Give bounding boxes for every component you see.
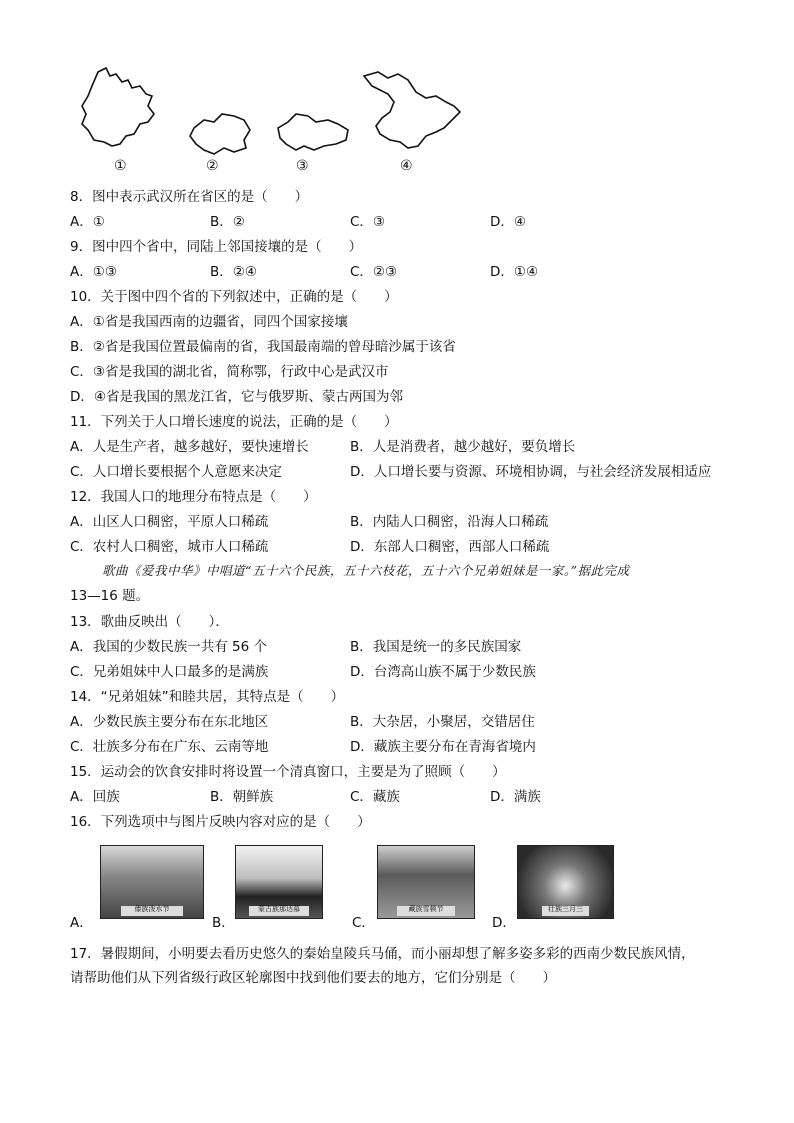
question-15-stem: 15．运动会的饮食安排时将设置一个清真窗口，主要是为了照顾（ ） (70, 764, 506, 780)
question-16-stem: 16．下列选项中与图片反映内容对应的是（ ） (70, 814, 371, 830)
question-15-option-c[interactable]: C．藏族 (350, 789, 400, 805)
question-8-option-b[interactable]: B．② (210, 214, 245, 230)
question-15-option-b[interactable]: B．朝鲜族 (210, 789, 274, 805)
question-9-option-a[interactable]: A．①③ (70, 264, 117, 280)
photo-water-splashing-festival (100, 845, 204, 919)
question-16-option-a[interactable]: A． (70, 915, 93, 931)
question-13-option-b[interactable]: B．我国是统一的多民族国家 (350, 639, 522, 655)
question-9-option-c[interactable]: C．②③ (350, 264, 398, 280)
question-14-option-b[interactable]: B．大杂居，小聚居，交错居住 (350, 714, 535, 730)
question-11-option-a[interactable]: A．人是生产者，越多越好，要快速增长 (70, 439, 309, 455)
map-label-4: ④ (400, 158, 413, 174)
question-17-line-2: 请帮助他们从下列省级行政区轮廓图中找到他们要去的地方，它们分别是（ ） (70, 970, 556, 986)
province-map-heilongjiang (360, 68, 464, 160)
province-map-yunnan (76, 66, 158, 158)
question-11-option-b[interactable]: B．人是消费者，越少越好，要负增长 (350, 439, 576, 455)
photo-caption-b: 蒙古族那达慕 (258, 905, 300, 913)
question-14-option-a[interactable]: A．少数民族主要分布在东北地区 (70, 714, 269, 730)
question-9-option-b[interactable]: B．②④ (210, 264, 257, 280)
question-8-option-d[interactable]: D．④ (490, 214, 526, 230)
province-map-guizhou (186, 110, 256, 158)
map-label-2: ② (206, 158, 219, 174)
question-15-option-a[interactable]: A．回族 (70, 789, 120, 805)
map-label-3: ③ (296, 158, 309, 174)
song-intro-line-2: 13—16 题。 (70, 588, 150, 604)
question-12-option-a[interactable]: A．山区人口稠密，平原人口稀疏 (70, 514, 269, 530)
question-12-option-b[interactable]: B．内陆人口稠密，沿海人口稀疏 (350, 514, 549, 530)
photo-caption-c: 藏族雪顿节 (408, 905, 444, 913)
province-outline-maps (70, 66, 470, 178)
question-14-option-c[interactable]: C．壮族多分布在广东、云南等地 (70, 739, 269, 755)
photo-tibetan-festival (377, 845, 475, 919)
question-13-option-c[interactable]: C．兄弟姐妹中人口最多的是满族 (70, 664, 269, 680)
question-11-stem: 11．下列关于人口增长速度的说法，正确的是（ ） (70, 414, 398, 430)
question-11-option-d[interactable]: D．人口增长要与资源、环境相协调，与社会经济发展相适应 (350, 464, 712, 480)
question-10-option-b[interactable]: B．②省是我国位置最偏南的省，我国最南端的曾母暗沙属于该省 (70, 339, 456, 355)
province-map-hubei (274, 110, 354, 158)
question-9-stem: 9．图中四个省中，同陆上邻国接壤的是（ ） (70, 239, 363, 255)
question-14-option-d[interactable]: D．藏族主要分布在青海省境内 (350, 739, 536, 755)
question-9-option-d[interactable]: D．①④ (490, 264, 539, 280)
question-13-option-a[interactable]: A．我国的少数民族一共有 56 个 (70, 639, 267, 655)
question-16-option-c[interactable]: C． (352, 915, 375, 931)
question-12-option-c[interactable]: C．农村人口稠密，城市人口稀疏 (70, 539, 269, 555)
question-13-option-d[interactable]: D．台湾高山族不属于少数民族 (350, 664, 536, 680)
question-16-option-d[interactable]: D． (492, 915, 516, 931)
question-10-option-d[interactable]: D．④省是我国的黑龙江省，它与俄罗斯、蒙古两国为邻 (70, 389, 403, 405)
photo-zhuang-festival (517, 845, 614, 919)
question-10-option-c[interactable]: C．③省是我国的湖北省，简称鄂，行政中心是武汉市 (70, 364, 389, 380)
question-8-option-c[interactable]: C．③ (350, 214, 386, 230)
question-12-option-d[interactable]: D．东部人口稠密，西部人口稀疏 (350, 539, 550, 555)
question-15-option-d[interactable]: D．满族 (490, 789, 541, 805)
question-11-option-c[interactable]: C．人口增长要根据个人意愿来决定 (70, 464, 282, 480)
question-17-line-1: 17．暑假期间，小明要去看历史悠久的秦始皇陵兵马俑，而小丽却想了解多姿多彩的西南少数民族风情， (70, 946, 695, 962)
question-8-stem: 8．图中表示武汉所在省区的是（ ） (70, 189, 309, 205)
photo-naadam-festival (235, 845, 323, 919)
map-label-1: ① (114, 158, 127, 174)
question-12-stem: 12．我国人口的地理分布特点是（ ） (70, 489, 317, 505)
question-10-stem: 10．关于图中四个省的下列叙述中，正确的是（ ） (70, 289, 398, 305)
question-13-stem: 13．歌曲反映出（ ）． (70, 614, 229, 630)
photo-caption-d: 壮族三月三 (548, 905, 583, 913)
photo-caption-a: 傣族泼水节 (134, 905, 170, 913)
question-8-option-a[interactable]: A．① (70, 214, 105, 230)
question-16-option-b[interactable]: B． (212, 915, 235, 931)
question-10-option-a[interactable]: A．①省是我国西南的边疆省，同四个国家接壤 (70, 314, 348, 330)
question-14-stem: 14．“兄弟姐妹”和睦共居，其特点是（ ） (70, 689, 345, 705)
song-intro-line-1: 歌曲《爱我中华》中唱道“五十六个民族，五十六枝花，五十六个兄弟姐妹是一家。”据此完成 (102, 563, 630, 578)
